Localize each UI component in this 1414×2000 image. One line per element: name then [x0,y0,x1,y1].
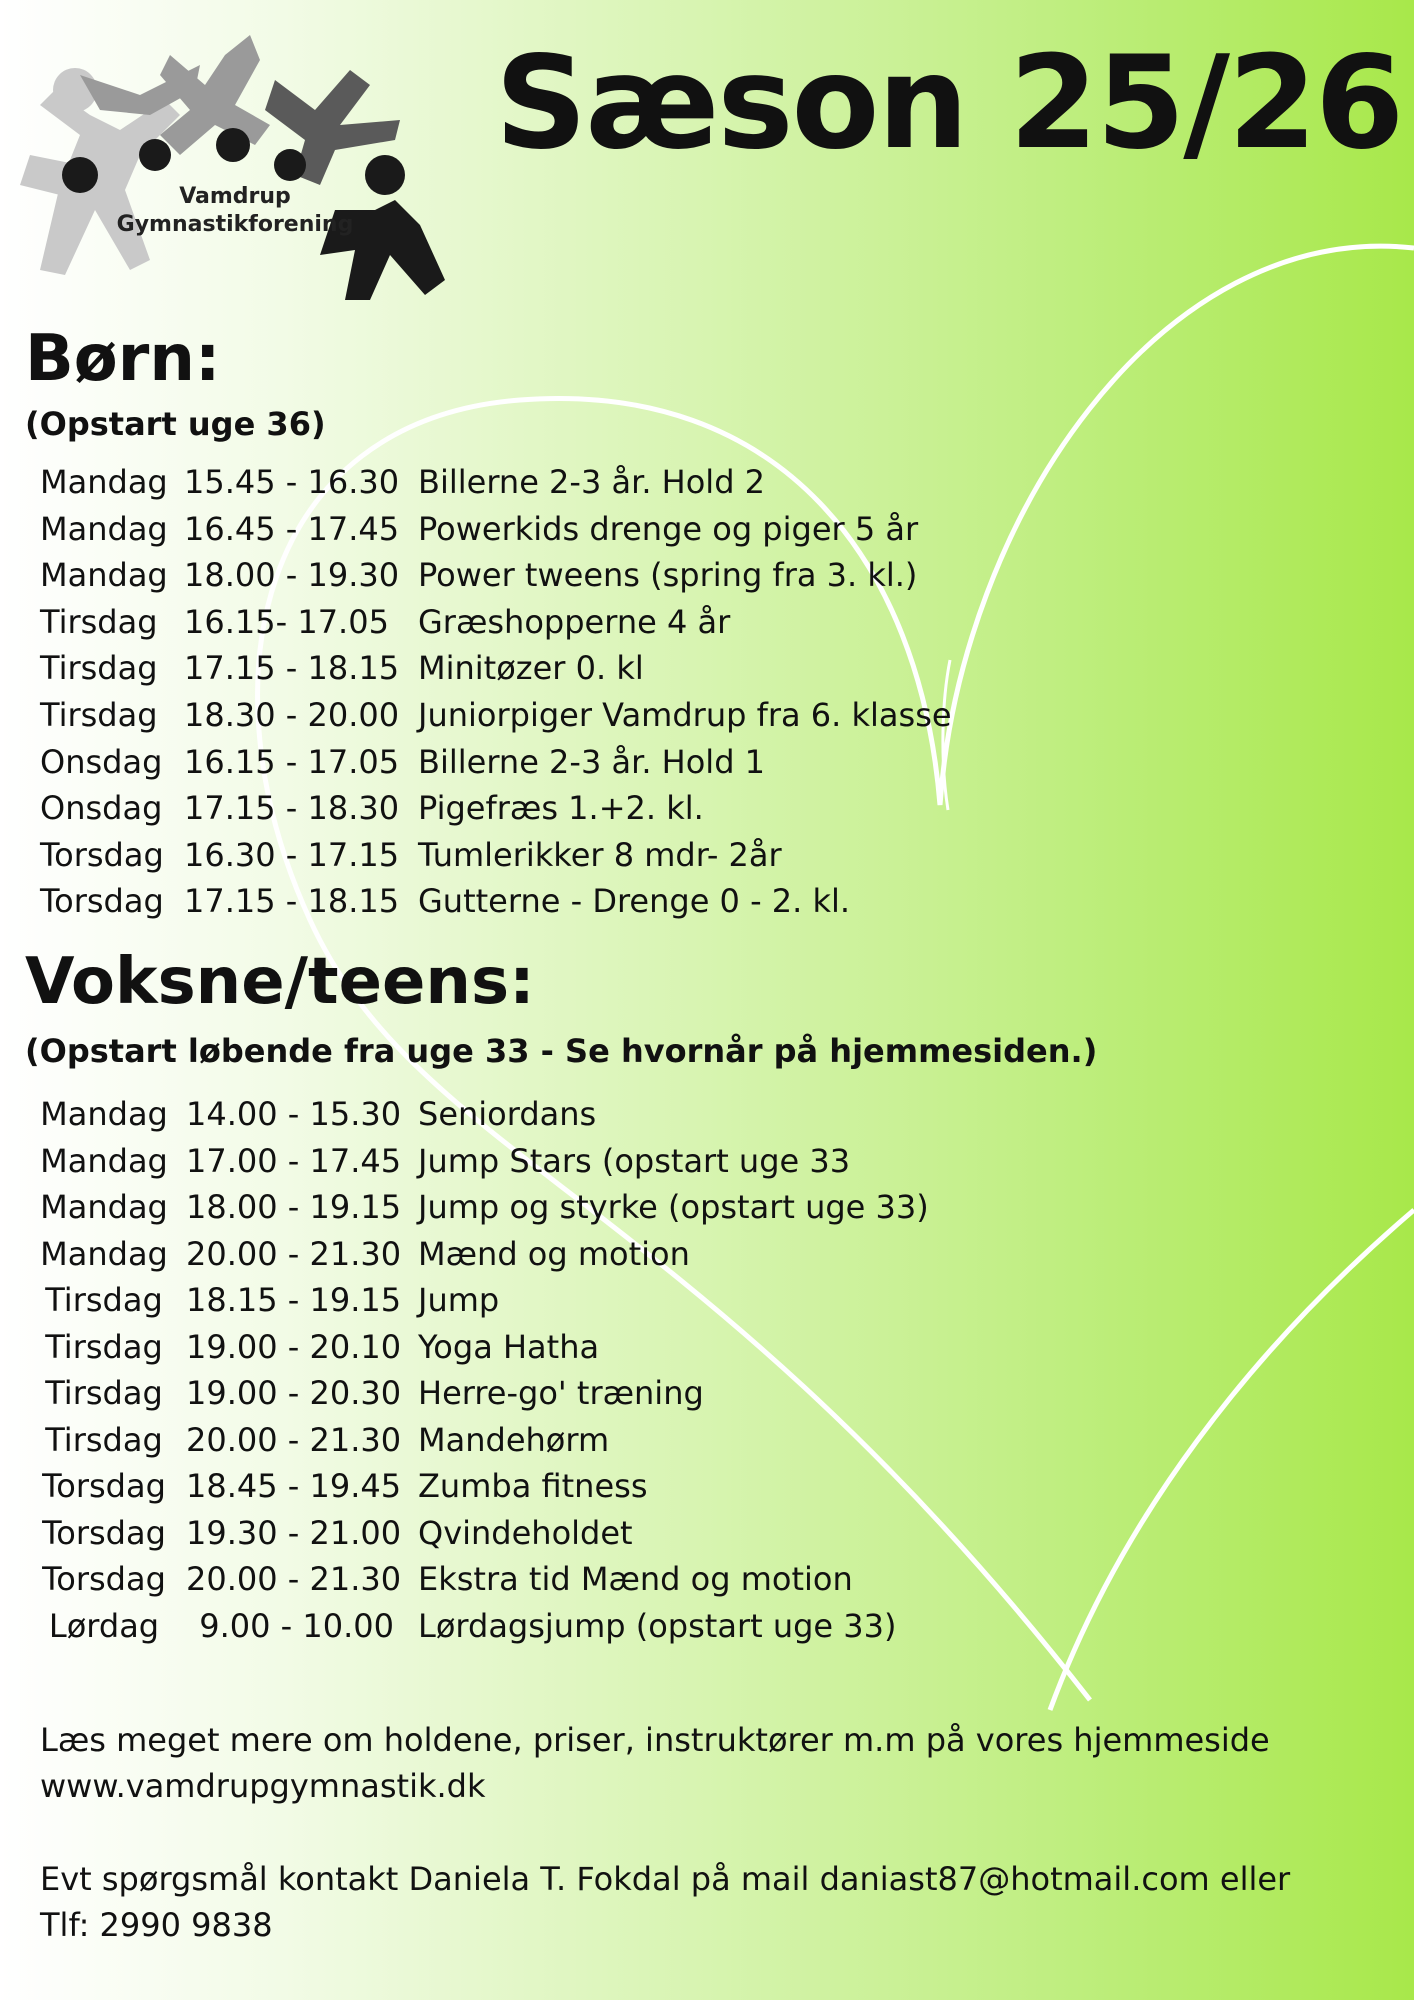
schedule-class-name: Tumlerikker 8 mdr- 2år [418,835,782,874]
schedule-day: Lørdag [48,1606,160,1645]
schedule-time: 18.00 - 19.30 [184,556,400,595]
schedule-class-name: Jump [418,1281,500,1319]
phone-number: Tlf: 2990 9838 [40,1906,273,1944]
schedule-day: Tirsdag [45,1374,163,1412]
schedule-day: Mandag [40,463,168,501]
schedule-class-name: Ekstra tid Mænd og motion [418,1560,853,1598]
schedule-day: Mandag [40,1095,168,1133]
schedule-day: Torsdag [40,882,164,921]
schedule-class-name: Græshopperne 4 år [418,602,731,641]
schedule-time: 20.00 - 21.30 [186,1420,402,1459]
schedule-day: Tirsdag [40,649,158,688]
schedule-class-name: Seniordans [418,1095,597,1133]
schedule-day: Onsdag [40,789,163,828]
schedule-day: Torsdag [42,1560,166,1598]
schedule-day: Tirsdag [45,1327,163,1366]
schedule-time: 14.00 - 15.30 [186,1095,402,1133]
schedule-time: 17.15 - 18.15 [184,649,400,688]
schedule-day: Mandag [40,556,168,595]
contact-text [40,1856,1290,1948]
schedule-class-name: Qvindeholdet [418,1513,633,1552]
schedule-day: Mandag [40,509,168,548]
adults-start-note: (Opstart løbende fra uge 33 - Se hvornår på hjemmesiden.) [25,1032,1098,1070]
schedule-time: 16.30 - 17.15 [184,835,400,874]
schedule-day: Torsdag [42,1467,166,1505]
schedule-day: Mandag [40,1234,168,1273]
schedule-day: Tirsdag [40,695,158,734]
schedule-class-name: Herre-go' træning [418,1374,704,1412]
children-heading: Børn: [25,322,221,396]
schedule-day: Torsdag [40,835,164,874]
schedule-class-name: Power tweens (spring fra 3. kl.) [418,556,918,595]
schedule-class-name: Pigefræs 1.+2. kl. [418,789,704,828]
adults-heading: Voksne/teens: [25,945,535,1019]
schedule-time: 20.00 - 21.30 [186,1560,402,1598]
schedule-time: 18.45 - 19.45 [186,1467,402,1505]
schedule-time: 20.00 - 21.30 [186,1234,402,1273]
schedule-time: 18.15 - 19.15 [186,1281,402,1319]
more-info-text [40,1717,1270,1809]
schedule-time: 16.15 - 17.05 [184,742,400,781]
schedule-class-name: Mandehørm [418,1420,610,1459]
schedule-day: Tirsdag [45,1281,163,1319]
schedule-class-name: Gutterne - Drenge 0 - 2. kl. [418,882,851,921]
schedule-time: 15.45 - 16.30 [184,463,400,501]
schedule-class-name: Minitøzer 0. kl [418,649,644,688]
schedule-class-name: Mænd og motion [418,1234,690,1273]
schedule-class-name: Juniorpiger Vamdrup fra 6. klasse [418,695,952,734]
schedule-time: 19.30 - 21.00 [186,1513,402,1552]
schedule-day: Torsdag [42,1513,166,1552]
schedule-time: 18.30 - 20.00 [184,695,400,734]
schedule-class-name: Lørdagsjump (opstart uge 33) [418,1606,897,1645]
children-start-note: (Opstart uge 36) [25,405,326,443]
schedule-class-name: Billerne 2-3 år. Hold 2 [418,463,766,501]
schedule-time: 17.00 - 17.45 [186,1141,402,1180]
schedule-time: 17.15 - 18.15 [184,882,400,921]
schedule-class-name: Jump Stars (opstart uge 33 [418,1141,851,1180]
logo-name-line2: Gymnastikforening [116,212,354,237]
schedule-time: 19.00 - 20.30 [186,1374,402,1412]
club-logo [20,15,460,305]
more-info-line: Læs meget mere om holdene, priser, instruktører m.m på vores hjemmeside [40,1721,1270,1759]
schedule-time: 16.15- 17.05 [184,602,389,641]
schedule-day: Mandag [40,1141,168,1180]
page-title: Sæson 25/26 [495,29,1403,178]
website-link[interactable]: www.vamdrupgymnastik.dk [40,1767,486,1805]
schedule-day: Tirsdag [40,602,158,641]
schedule-day: Mandag [40,1188,168,1226]
schedule-time: 9.00 - 10.00 [199,1606,394,1645]
schedule-day: Onsdag [40,742,163,781]
schedule-class-name: Billerne 2-3 år. Hold 1 [418,742,766,781]
schedule-time: 17.15 - 18.30 [184,789,400,828]
schedule-class-name: Powerkids drenge og piger 5 år [418,509,919,548]
schedule-class-name: Jump og styrke (opstart uge 33) [418,1188,929,1226]
schedule-class-name: Zumba fitness [418,1467,648,1505]
logo-name-line1: Vamdrup [179,184,291,209]
schedule-class-name: Yoga Hatha [418,1327,600,1366]
schedule-time: 16.45 - 17.45 [184,509,400,548]
schedule-day: Tirsdag [45,1420,163,1459]
schedule-time: 19.00 - 20.10 [186,1327,402,1366]
schedule-time: 18.00 - 19.15 [186,1188,402,1226]
contact-line: Evt spørgsmål kontakt Daniela T. Fokdal på mail daniast87@hotmail.com eller [40,1860,1291,1898]
